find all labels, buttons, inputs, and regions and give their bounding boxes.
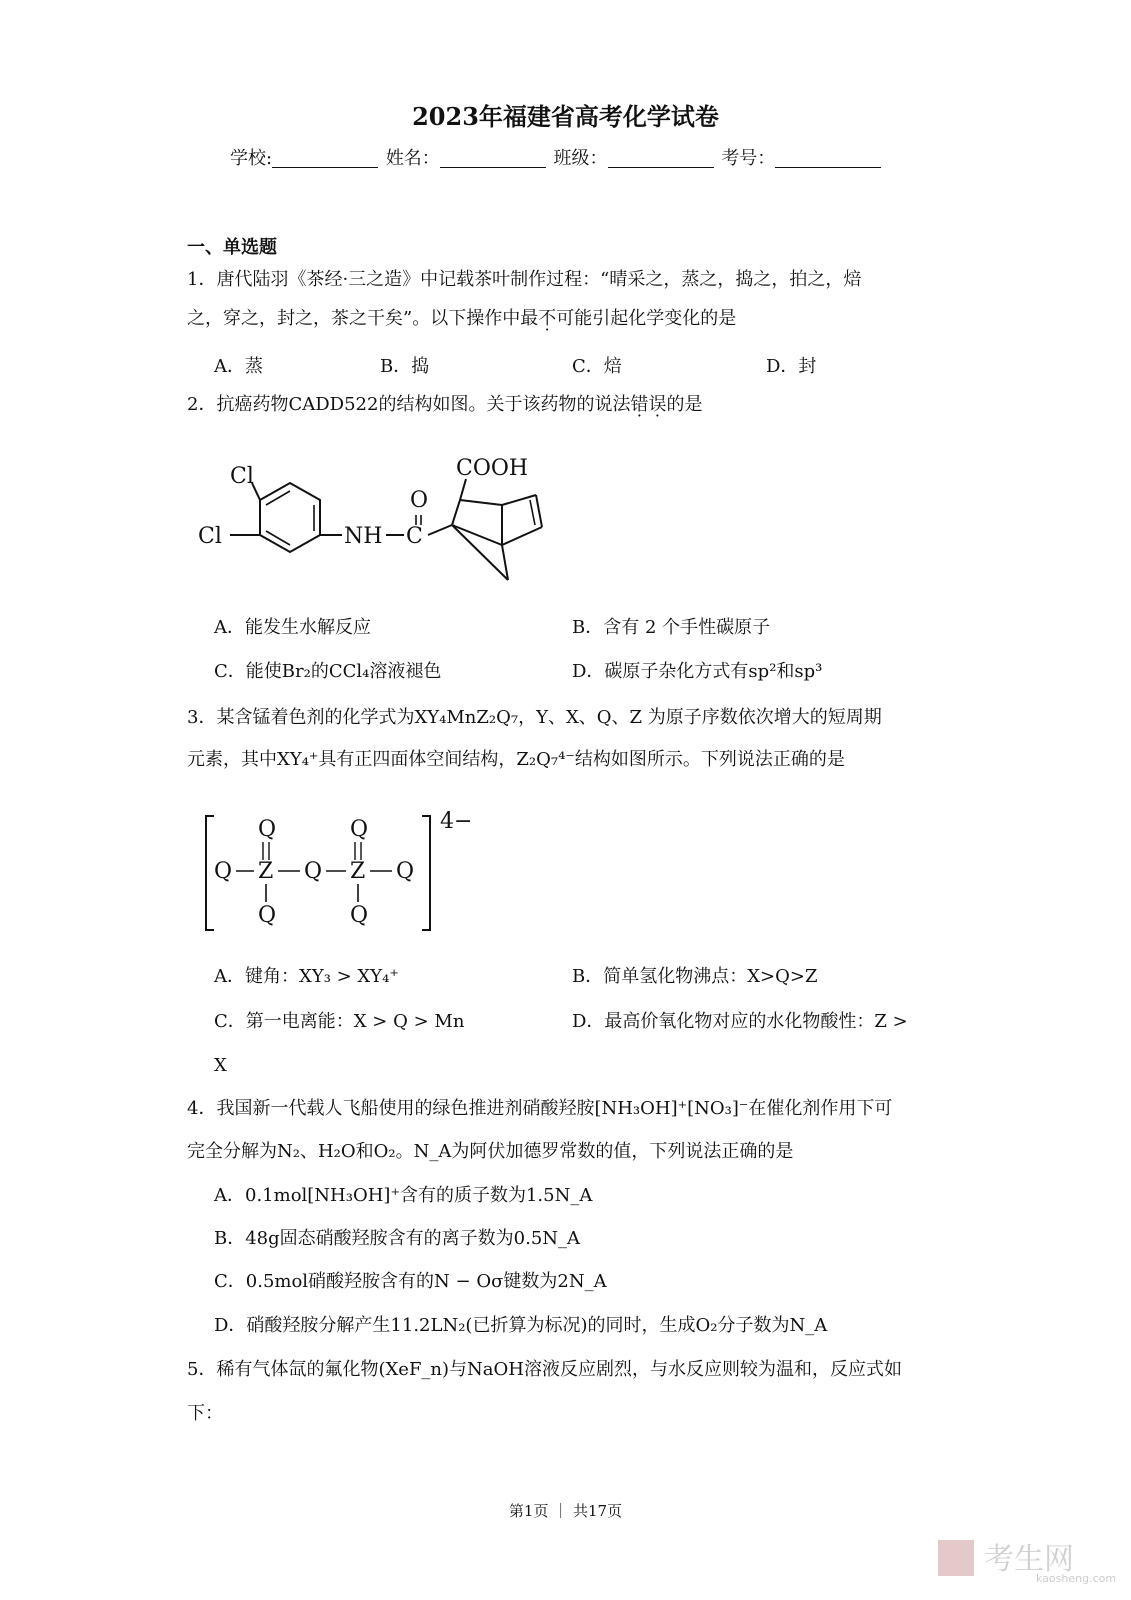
cl-label-2: Cl	[198, 524, 222, 549]
school-blank	[272, 149, 378, 168]
carbonyl-c-label: C	[406, 524, 423, 549]
q4-option-c: C．0.5mol硝酸羟胺含有的N − Oσ键数为2N_A	[214, 1271, 607, 1292]
q-atom-4: Q	[350, 817, 369, 842]
watermark-logo-icon	[938, 1540, 974, 1576]
q-atom-2: Q	[258, 817, 277, 842]
watermark-text: 考生网	[984, 1542, 1074, 1577]
q-atom-3: Q	[258, 903, 277, 928]
q1-line2: 之，穿之，封之，茶之干矣”。以下操作中最不可能引起化学变化的是	[187, 308, 737, 329]
q2-option-b: B．含有 2 个手性碳原子	[572, 617, 771, 638]
z-atom-1: Z	[258, 859, 274, 884]
q4-option-b: B．48g固态硝酸羟胺含有的离子数为0.5N_A	[214, 1228, 581, 1249]
charge-label: 4−	[440, 809, 473, 834]
name-label: 姓名：	[385, 148, 440, 169]
page-title: 2023年福建省高考化学试卷	[412, 102, 719, 131]
z-atom-2: Z	[350, 859, 366, 884]
q2-option-a: A．能发生水解反应	[214, 617, 371, 638]
q4-line1: 4．我国新一代载人飞船使用的绿色推进剂硝酸羟胺[NH₃OH]⁺[NO₃]⁻在催化剂作用下可	[187, 1098, 893, 1119]
q3-option-b: B．简单氢化物沸点：X>Q>Z	[572, 966, 818, 987]
q3-option-d: D．最高价氧化物对应的水化物酸性：Z >	[572, 1011, 908, 1032]
q5-line1: 5．稀有气体氙的氟化物(XeF_n)与NaOH溶液反应剧烈，与水反应则较为温和，反应式如	[187, 1359, 902, 1380]
q1-emphasis: 不	[538, 308, 557, 329]
z2q7-structure	[200, 808, 490, 938]
cooh-label: COOH	[456, 456, 529, 481]
q1-option-d: D．封	[766, 356, 817, 377]
q3-option-a: A．键角：XY₃ > XY₄⁺	[214, 966, 399, 987]
q1-line1: 1．唐代陆羽《茶经·三之造》中记载茶叶制作过程：“晴采之，蒸之，捣之，拍之，焙	[187, 269, 862, 290]
q4-line2: 完全分解为N₂、H₂O和O₂。N_A为阿伏加德罗常数的值，下列说法正确的是	[187, 1141, 794, 1162]
cl-label-1: Cl	[230, 464, 254, 489]
class-label: 班级：	[553, 148, 608, 169]
q4-option-d: D．硝酸羟胺分解产生11.2LN₂(已折算为标况)的同时，生成O₂分子数为N_A	[214, 1315, 828, 1336]
q1-option-a: A．蒸	[214, 356, 263, 377]
q2-stem: 2．抗癌药物CADD522的结构如图。关于该药物的说法错误的是	[187, 394, 703, 415]
q3-option-d-wrap: X	[214, 1055, 227, 1076]
section-heading: 一、单选题	[187, 237, 277, 258]
watermark-url: kaosheng.com	[1036, 1572, 1117, 1585]
q3-line2: 元素，其中XY₄⁺具有正四面体空间结构，Z₂Q₇⁴⁻结构如图所示。下列说法正确的是	[187, 749, 845, 770]
q1-option-b: B．捣	[380, 356, 430, 377]
carbonyl-o-label: O	[410, 488, 429, 513]
q2-option-c: C．能使Br₂的CCl₄溶液褪色	[214, 661, 442, 682]
q5-line2: 下：	[187, 1403, 223, 1424]
id-label: 考号：	[721, 148, 776, 169]
watermark	[984, 1534, 1116, 1585]
q-atom-bridge: Q	[304, 859, 323, 884]
name-blank	[440, 149, 546, 168]
q3-option-c: C．第一电离能：X > Q > Mn	[214, 1011, 465, 1032]
q-atom-5: Q	[350, 903, 369, 928]
nh-label: NH	[344, 524, 383, 549]
student-info	[230, 144, 883, 170]
id-blank	[775, 149, 881, 168]
school-label: 学校:	[230, 148, 273, 169]
q-atom-1: Q	[214, 859, 233, 884]
q2-option-d: D．碳原子杂化方式有sp²和sp³	[572, 661, 823, 682]
q-atom-6: Q	[396, 859, 415, 884]
q1-option-c: C．焙	[572, 356, 622, 377]
cadd522-structure	[190, 445, 570, 595]
page-footer: 第1页 ｜ 共17页	[508, 1502, 623, 1520]
q3-line1: 3．某含锰着色剂的化学式为XY₄MnZ₂Q₇，Y、X、Q、Z 为原子序数依次增大的短周期	[187, 707, 882, 728]
class-blank	[608, 149, 714, 168]
q4-option-a: A．0.1mol[NH₃OH]⁺含有的质子数为1.5N_A	[214, 1185, 593, 1206]
